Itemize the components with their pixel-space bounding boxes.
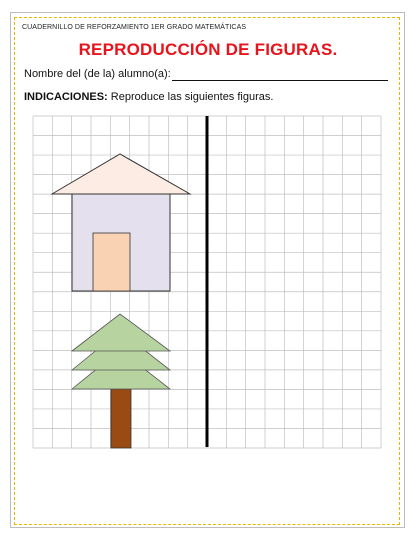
instructions-label: INDICACIONES: [24,91,108,103]
student-name-label: Nombre del (de la) alumno(a): [24,68,171,80]
instructions-text: Reproduce las siguientes figuras. [107,91,274,103]
booklet-title: CUADERNILLO DE REFORZAMIENTO 1ER GRADO MATEMÁTICAS [22,24,247,31]
roof-triangle [52,154,190,194]
door-rectangle [93,233,130,291]
trunk-rectangle [111,389,131,448]
page-title: REPRODUCCIÓN DE FIGURAS. [78,40,338,59]
tree-figure [72,314,170,448]
tree-triangle-top [72,314,170,351]
